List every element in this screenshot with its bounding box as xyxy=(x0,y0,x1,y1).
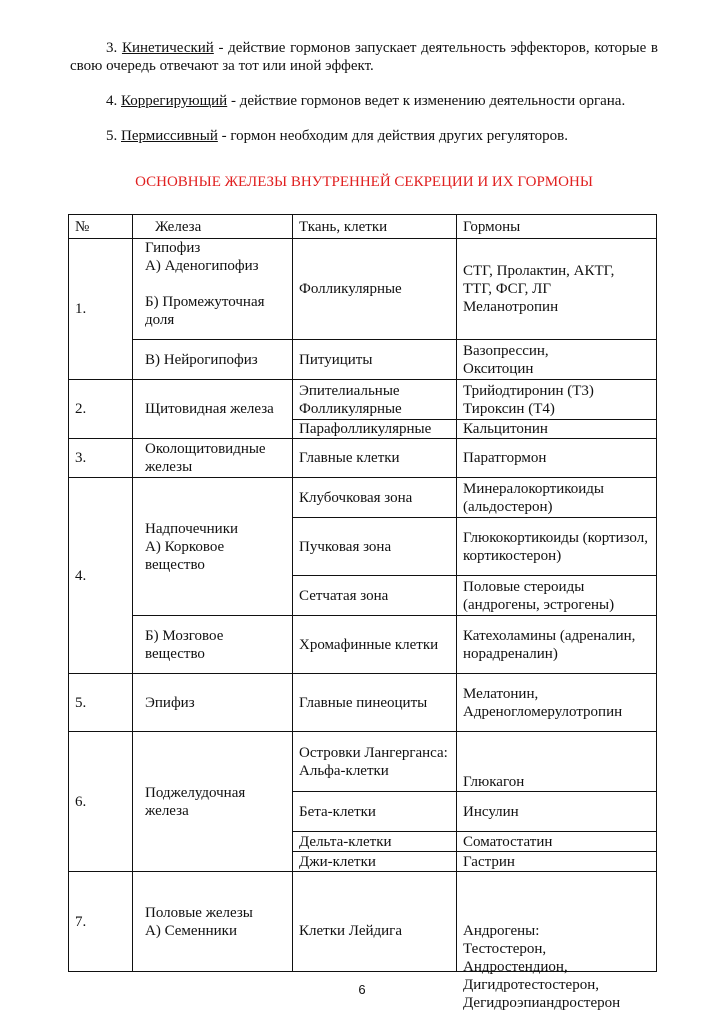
hormone-line: Окситоцин xyxy=(463,360,534,377)
table-row xyxy=(69,380,657,420)
row-number: 1. xyxy=(69,239,133,380)
hormone-line: Трийодтиронин (Т3) xyxy=(463,382,594,399)
header-tissue: Ткань, клетки xyxy=(293,215,457,239)
tissue-cell: Питуициты xyxy=(293,340,457,380)
hormone-cell xyxy=(457,872,657,1011)
hormone-cell: Минералокортикоиды (альдостерон) xyxy=(457,478,657,518)
gland-part: А) Корковое вещество xyxy=(145,538,225,573)
paragraph-text: - действие гормонов ведет к изменению деятельности органа. xyxy=(227,93,626,109)
gland-cell xyxy=(133,478,293,616)
table-row xyxy=(69,616,657,674)
hormone-cell xyxy=(457,380,657,420)
paragraph-number: 3. xyxy=(106,40,118,56)
tissue-cell: Клубочковая зона xyxy=(293,478,457,518)
hormone-line: Тироксин (Т4) xyxy=(463,400,555,417)
hormone-line: Тестостерон, xyxy=(463,941,547,957)
gland-cell xyxy=(133,872,293,972)
row-number: 7. xyxy=(69,872,133,972)
hormone-cell: Катехоламины (адреналин, норадреналин) xyxy=(457,616,657,674)
paragraph-text: - действие гормонов запускает деятельность эффекторов, которые в свою очередь отвечают за тот или иной эффект. xyxy=(70,40,659,74)
table-row xyxy=(69,674,657,732)
gland-cell: Поджелудочная железа xyxy=(133,732,293,872)
row-number: 5. xyxy=(69,674,133,732)
hormone-cell: Мелатонин, Адреногломерулотропин xyxy=(457,674,657,732)
hormone-line: Меланотропин xyxy=(463,299,559,315)
hormone-cell xyxy=(457,340,657,380)
hormone-line: СТГ, Пролактин, АКТГ, xyxy=(463,263,615,279)
term: Пермиссивный xyxy=(121,128,218,144)
table-row xyxy=(69,239,657,340)
tissue-cell: Фолликулярные xyxy=(293,239,457,340)
gland-name: Половые железы xyxy=(145,904,253,921)
hormone-cell: Глюкагон xyxy=(457,732,657,792)
tissue-cell: Клетки Лейдига xyxy=(293,872,457,972)
page-number: 6 xyxy=(358,982,366,997)
hormone-line: Андростендион, xyxy=(463,959,568,975)
hormone-cell: Инсулин xyxy=(457,792,657,832)
gland-cell: В) Нейрогипофиз xyxy=(133,340,293,380)
hormone-cell xyxy=(457,239,657,340)
tissue-cell: Сетчатая зона xyxy=(293,576,457,616)
paragraph-corrective xyxy=(70,93,658,111)
gland-name: Гипофиз xyxy=(145,240,201,256)
tissue-cell: Парафолликулярные xyxy=(293,420,457,439)
header-gland: Железа xyxy=(133,215,293,239)
hormone-cell: Соматостатин xyxy=(457,832,657,852)
paragraph-text: - гормон необходим для действия других регуляторов. xyxy=(217,128,568,144)
gland-name: Надпочечники xyxy=(145,520,239,537)
tissue-cell: Главные клетки xyxy=(293,439,457,478)
gland-cell: Б) Мозговое вещество xyxy=(133,616,293,674)
tissue-cell: Главные пинеоциты xyxy=(293,674,457,732)
gland-part: А) Семенники xyxy=(145,922,237,939)
term: Коррегирующий xyxy=(121,93,228,109)
term: Кинетический xyxy=(121,40,214,56)
tissue-cell xyxy=(293,380,457,420)
tissue-cell: Пучковая зона xyxy=(293,518,457,576)
row-number: 3. xyxy=(69,439,133,478)
header-hormones: Гормоны xyxy=(457,215,657,239)
header-num: № xyxy=(69,215,133,239)
paragraph-number: 4. xyxy=(106,93,118,109)
hormone-cell: Глюкокортикоиды (кортизол, кортикостерон) xyxy=(457,518,657,576)
table-row xyxy=(69,478,657,518)
table-row xyxy=(69,340,657,380)
hormone-line: ТТГ, ФСГ, ЛГ xyxy=(463,281,551,297)
row-number: 6. xyxy=(69,732,133,872)
hormone-line: Дегидроэпиандростерон xyxy=(463,995,621,1011)
gland-cell xyxy=(133,239,293,340)
tissue-cell: Островки Лангерганса: Альфа-клетки xyxy=(293,732,457,792)
hormone-cell: Паратгормон xyxy=(457,439,657,478)
gland-cell: Околощитовидные железы xyxy=(133,439,293,478)
table-header-row xyxy=(69,215,657,239)
tissue-cell: Бета-клетки xyxy=(293,792,457,832)
row-number: 2. xyxy=(69,380,133,439)
glands-table xyxy=(68,214,657,1011)
tissue-cell: Джи-клетки xyxy=(293,852,457,872)
tissue-line: Эпителиальные xyxy=(299,382,400,399)
hormone-line: Андрогены: xyxy=(463,923,540,939)
tissue-cell: Хромафинные клетки xyxy=(293,616,457,674)
gland-part: А) Аденогипофиз xyxy=(145,258,259,274)
hormone-line: Дигидротестостерон, xyxy=(463,977,599,993)
paragraph-permissive xyxy=(70,128,658,146)
tissue-line: Фолликулярные xyxy=(299,400,402,417)
section-heading: ОСНОВНЫЕ ЖЕЛЕЗЫ ВНУТРЕННЕЙ СЕКРЕЦИИ И ИХ ГОРМОНЫ xyxy=(135,174,593,190)
gland-cell: Щитовидная железа xyxy=(133,380,293,439)
table-row xyxy=(69,439,657,478)
table-row xyxy=(69,732,657,792)
tissue-cell: Дельта-клетки xyxy=(293,832,457,852)
paragraph-number: 5. xyxy=(106,128,118,144)
gland-part: Б) Промежуточная доля xyxy=(145,294,265,328)
gland-cell: Эпифиз xyxy=(133,674,293,732)
hormone-cell: Гастрин xyxy=(457,852,657,872)
row-number: 4. xyxy=(69,478,133,674)
hormone-line: Вазопрессин, xyxy=(463,342,549,359)
table-row xyxy=(69,872,657,972)
paragraph-kinetic xyxy=(70,40,658,75)
hormone-cell: Кальцитонин xyxy=(457,420,657,439)
hormone-cell: Половые стероиды (андрогены, эстрогены) xyxy=(457,576,657,616)
